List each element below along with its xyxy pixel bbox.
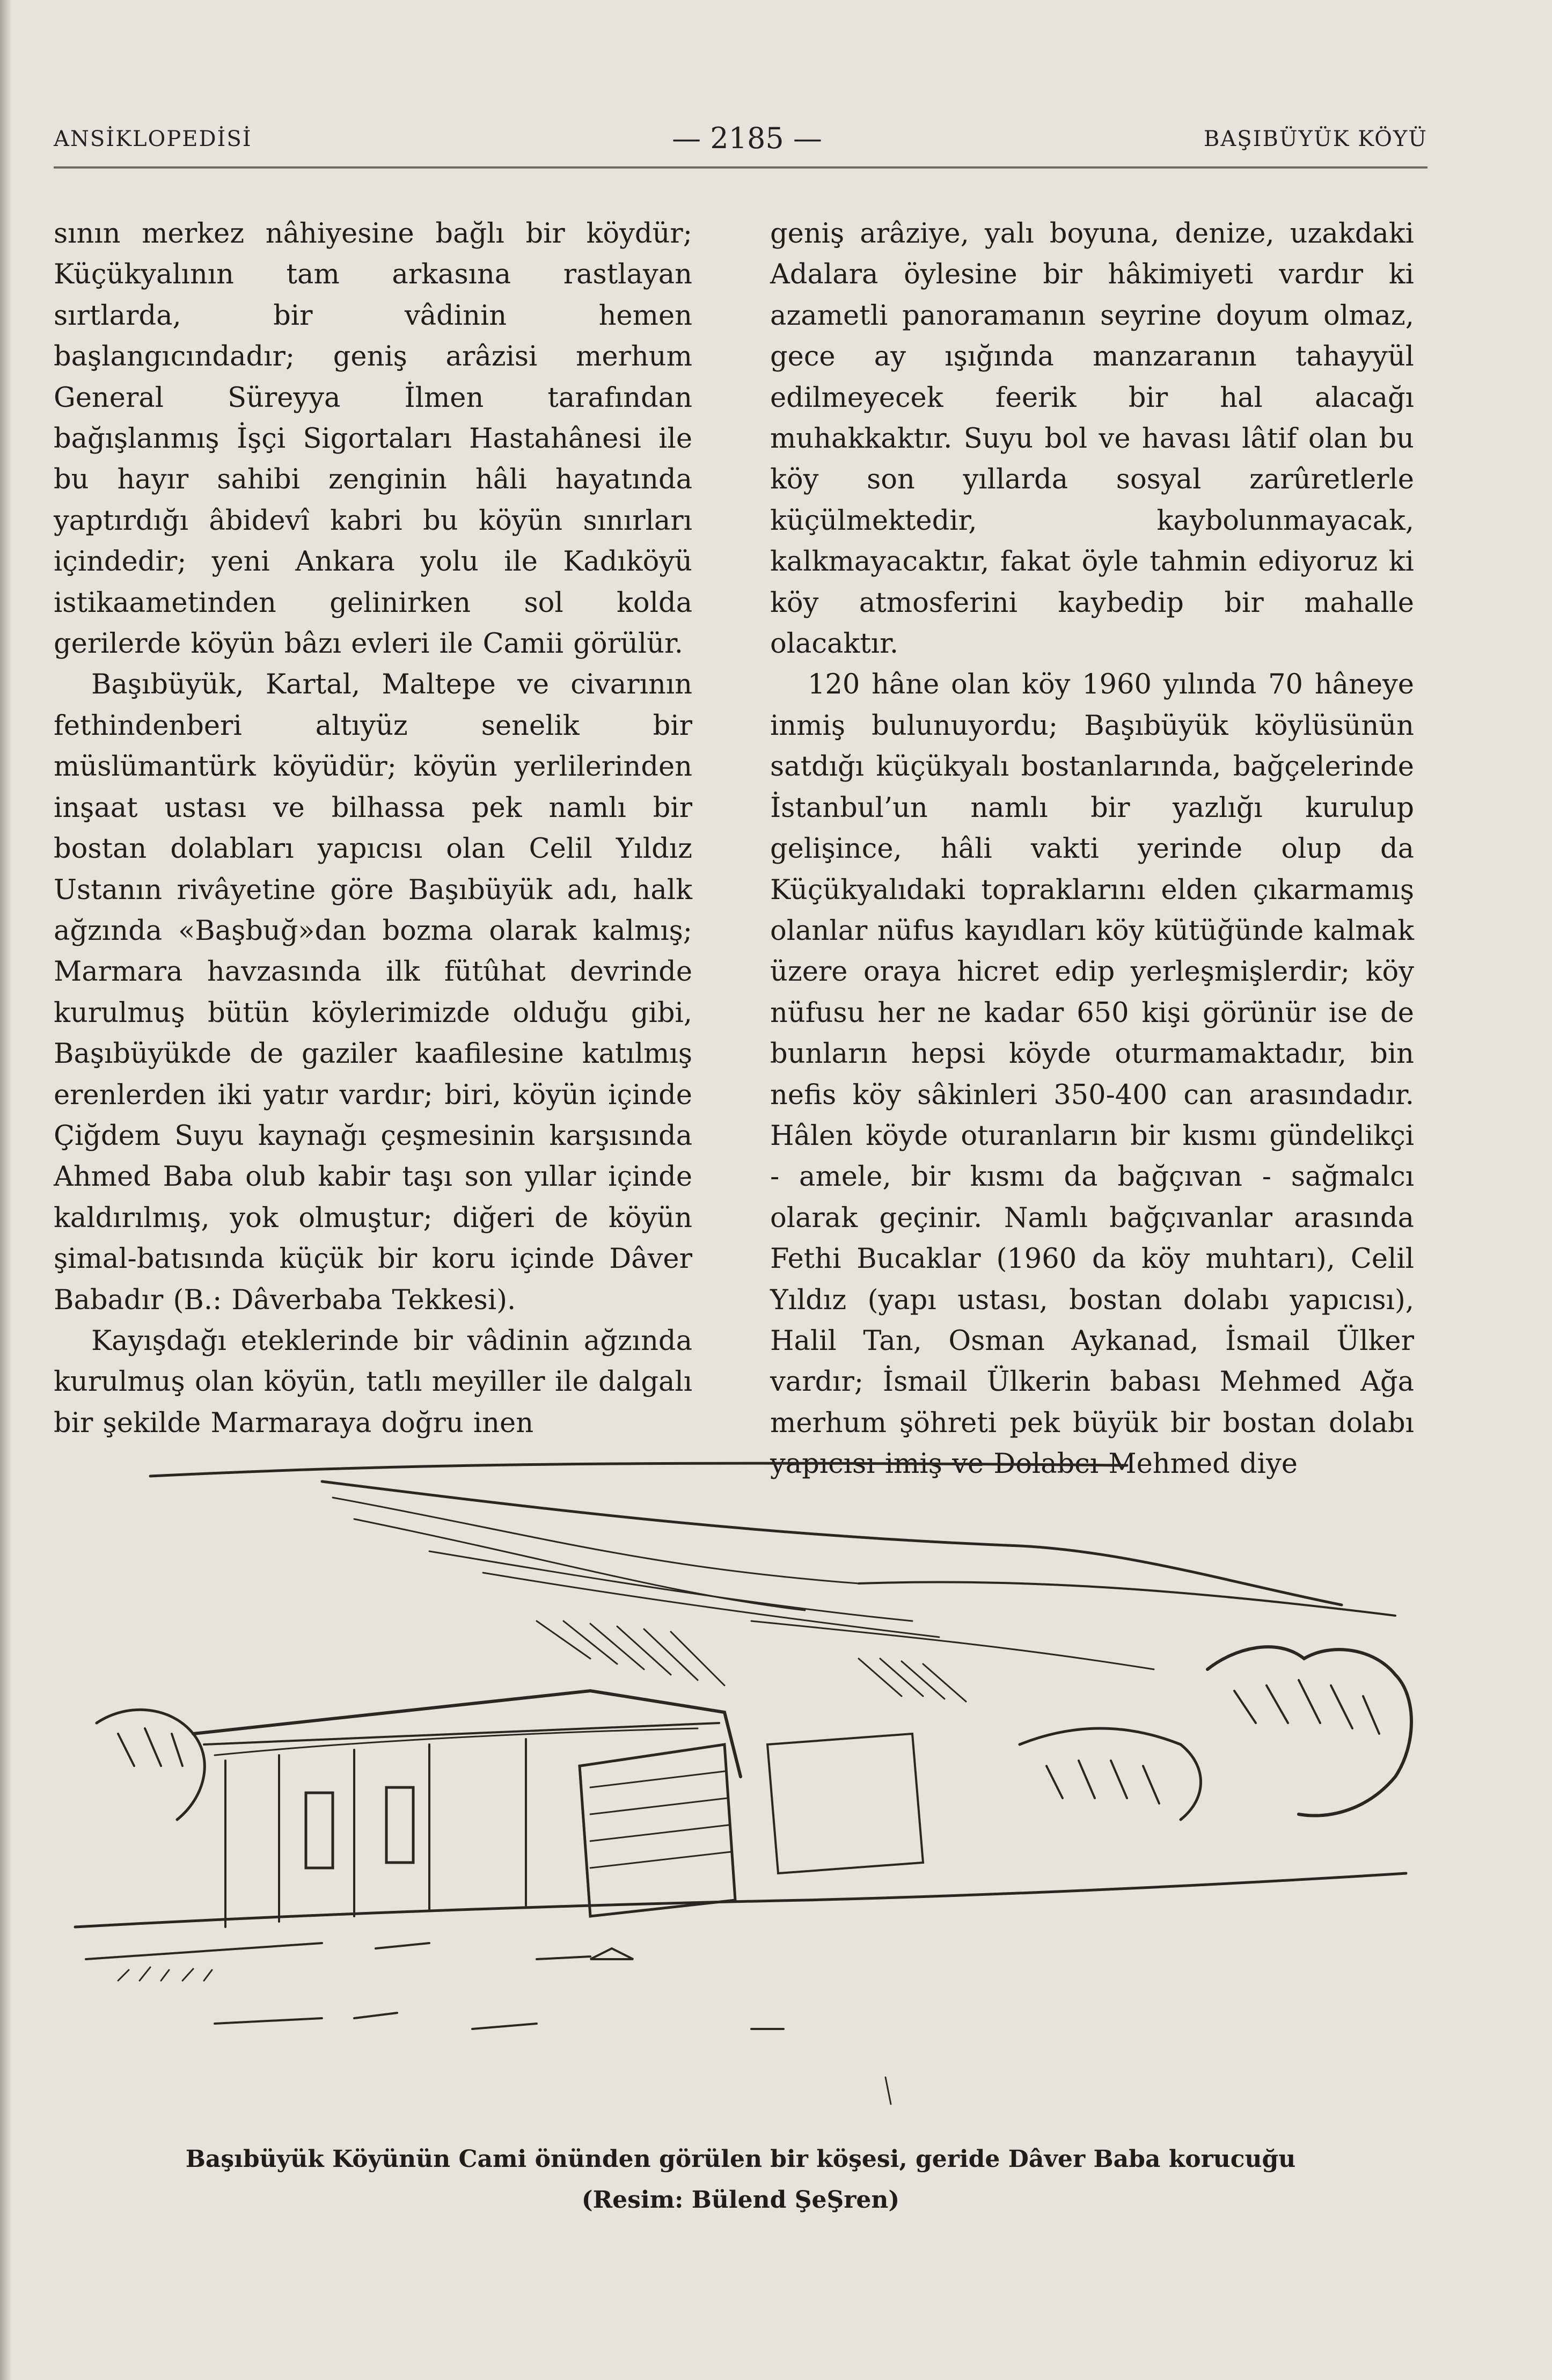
running-header-left: ANSİKLOPEDİSİ bbox=[54, 127, 252, 151]
right-paragraph-2: 120 hâne olan köy 1960 yılında 70 hâneye inmiş bulunuyordu; Başıbüyük köylüsünün satdığı küçükyalı bostanlarında, bağçelerinde İstanbul’un namlı bir yazlığı kurulup gelişince, hâli vakti yerinde olup da Küçükyalıdaki topraklarını elden çıkarmamış olanlar nüfus kayıdları köy kütüğünde kalmak üzere oraya hicret edip yerleşmişlerdir; köy nüfusu her ne kadar 650 kişi görünür ise de bunların hepsi köyde oturmamaktadır, bin nefis köy sâkinleri 350-400 can arasındadır. Hâlen köyde oturanların bir kısmı gündelikçi - amele, bir kısmı da bağçıvan - sağmalcı olarak geçinir. Namlı bağçıvanlar arasında Fethi Bucaklar (1960 da köy muhtarı), Celil Yıldız (yapı ustası, bostan dolabı yapıcısı), Halil Tan, Osman Aykanad, İsmail Ülker vardır; İsmail Ülkerin babası Mehmed Ağa merhum şöhreti pek büyük bir bostan dolabı yapıcısı imiş ve Dolabcı Mehmed diye bbox=[770, 669, 1414, 1480]
caption-line-1: Başıbüyük Köyünün Cami önünden görülen bir köşesi, geride Dâver Baba korucuğu bbox=[185, 2145, 1296, 2173]
left-column bbox=[54, 214, 692, 1444]
left-paragraph-3: Kayışdağı eteklerinde bir vâdinin ağzında kurulmuş olan köyün, tatlı meyiller ile dalgalı bir şekilde Marmaraya doğru inen bbox=[54, 1325, 692, 1439]
header-rule bbox=[54, 166, 1427, 169]
running-header-right: BAŞIBÜYÜK KÖYÜ bbox=[1203, 127, 1427, 151]
sketch-drawing bbox=[54, 1444, 1427, 2139]
village-sketch-illustration bbox=[54, 1444, 1427, 2139]
right-paragraph-1: geniş arâziye, yalı boyuna, denize, uzakdaki Adalara öylesine bir hâkimiyeti vardır ki azametli panoramanın seyrine doyum olmaz, gece ay ışığında manzaranın tahayyül edilmeyecek feerik bir hal alacağı muhakkaktır. Suyu bol ve havası lâtif olan bu köy son yıllarda sosyal zarûretlerle küçülmektedir, kaybolunmayacak, kalkmayacaktır, fakat öyle tahmin ediyoruz ki köy atmosferini kaybedip bir mahalle olacaktır. bbox=[770, 218, 1414, 660]
caption-line-2: (Resim: Bülend ŞeŞren) bbox=[581, 2186, 900, 2214]
left-paragraph-2: Başıbüyük, Kartal, Maltepe ve civarının fethindenberi altıyüz senelik bir müslümantürk köyüdür; köyün yerlilerinden inşaat ustası ve bilhassa pek namlı bir bostan dolabları yapıcısı olan Celil Yıldız Ustanın rivâyetine göre Başıbüyük adı, halk ağzında «Başbuğ»dan bozma olarak kalmış; Marmara havzasında ilk fütûhat devrinde kurulmuş bütün köylerimizde olduğu gibi, Başıbüyükde de gaziler kaafilesine katılmış erenlerden iki yatır vardır; biri, köyün içinde Çiğdem Suyu kaynağı çeşmesinin karşısında Ahmed Baba olub kabir taşı son yıllar içinde kaldırılmış, yok olmuştur; diğeri de köyün şimal-batısında küçük bir koru içinde Dâver Babadır (B.: Dâverbaba Tekkesi). bbox=[54, 669, 692, 1316]
right-column bbox=[770, 214, 1414, 1485]
page-number: — 2185 — bbox=[672, 121, 822, 155]
left-paragraph-1: sının merkez nâhiyesine bağlı bir köydür; Küçükyalının tam arkasına rastlayan sırtlarda, bir vâdinin hemen başlangıcındadır; geniş arâzisi merhum General Süreyya İlmen tarafından bağışlanmış İşçi Sigortaları Hastahânesi ile bu hayır sahibi zenginin hâli hayatında yaptırdığı âbidevî kabri bu köyün sınırları içindedir; yeni Ankara yolu ile Kadıköyü istikaametinden gelinirken sol kolda gerilerde köyün bâzı evleri ile Camii görülür. bbox=[54, 218, 692, 660]
figure-caption bbox=[54, 2139, 1427, 2221]
page-edge-shadow bbox=[0, 0, 12, 2380]
